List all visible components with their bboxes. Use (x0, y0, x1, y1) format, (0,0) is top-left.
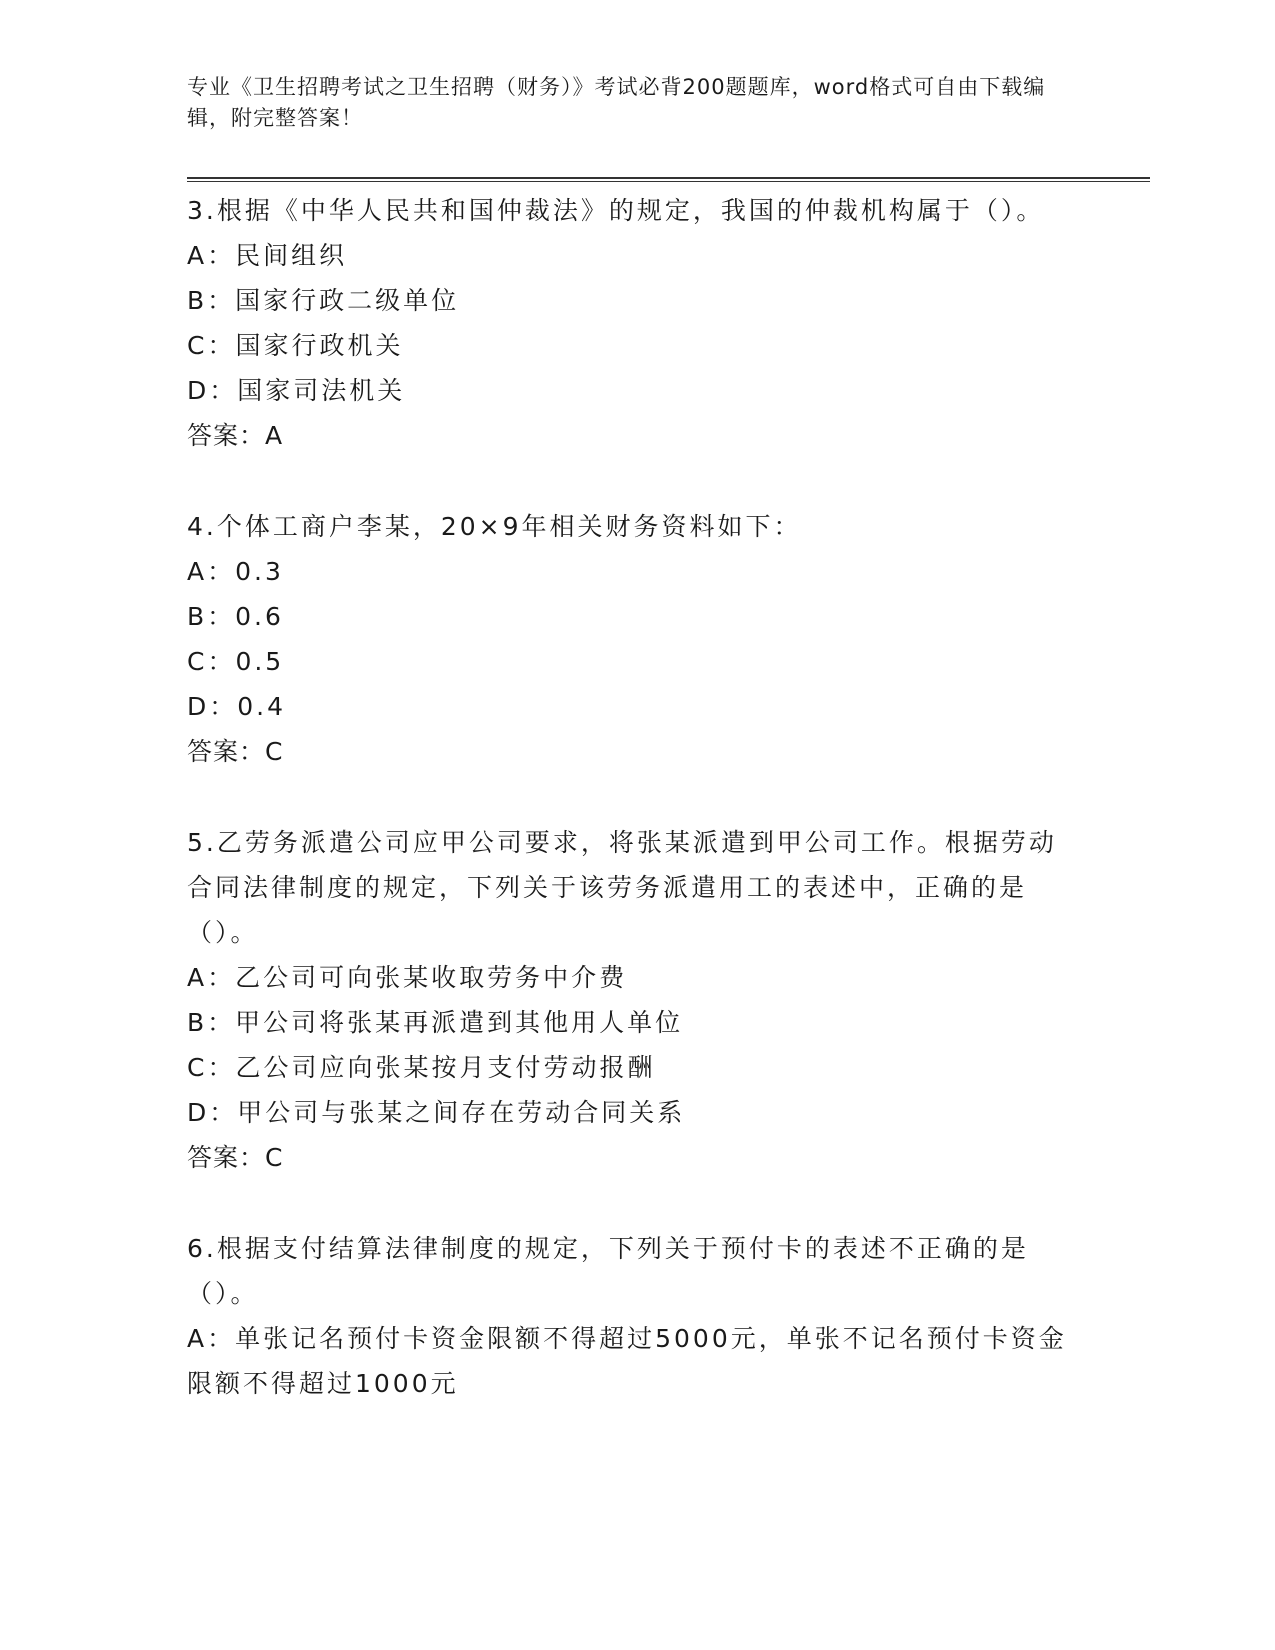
document-header (187, 72, 1067, 134)
option-d: D：0.4 (187, 692, 287, 721)
question-item (187, 188, 1067, 458)
option-b: B：甲公司将张某再派遣到其他用人单位 (187, 1008, 684, 1037)
header-divider (187, 177, 1150, 182)
question-text: 6.根据支付结算法律制度的规定，下列关于预付卡的表述不正确的是（）。 (187, 1234, 1029, 1308)
question-spacer (187, 1180, 1067, 1226)
question-item (187, 1226, 1067, 1406)
option-a: A：民间组织 (187, 241, 348, 270)
answer-line: 答案：C (187, 737, 284, 766)
question-text: 3.根据《中华人民共和国仲裁法》的规定，我国的仲裁机构属于（）。 (187, 196, 1045, 225)
option-a: A：乙公司可向张某收取劳务中介费 (187, 963, 628, 992)
option-a: A：0.3 (187, 557, 284, 586)
option-a: A：单张记名预付卡资金限额不得超过5000元，单张不记名预付卡资金限额不得超过1000元 (187, 1324, 1067, 1398)
option-b: B：0.6 (187, 602, 284, 631)
option-c: C：0.5 (187, 647, 285, 676)
question-spacer (187, 458, 1067, 504)
question-item (187, 504, 1067, 774)
question-spacer (187, 774, 1067, 820)
question-list (187, 188, 1067, 1406)
option-c: C：国家行政机关 (187, 331, 404, 360)
option-d: D：甲公司与张某之间存在劳动合同关系 (187, 1098, 686, 1127)
question-item (187, 820, 1067, 1180)
question-text: 4.个体工商户李某，20×9年相关财务资料如下： (187, 512, 802, 541)
header-title: 专业《卫生招聘考试之卫生招聘（财务）》考试必背200题题库，word格式可自由下载编辑，附完整答案！ (187, 75, 1046, 130)
option-c: C：乙公司应向张某按月支付劳动报酬 (187, 1053, 656, 1082)
answer-line: 答案：A (187, 421, 284, 450)
question-text: 5.乙劳务派遣公司应甲公司要求，将张某派遣到甲公司工作。根据劳动合同法律制度的规定，下列关于该劳务派遣用工的表述中，正确的是（）。 (187, 828, 1057, 947)
answer-line: 答案：C (187, 1143, 284, 1172)
option-b: B：国家行政二级单位 (187, 286, 460, 315)
option-d: D：国家司法机关 (187, 376, 406, 405)
